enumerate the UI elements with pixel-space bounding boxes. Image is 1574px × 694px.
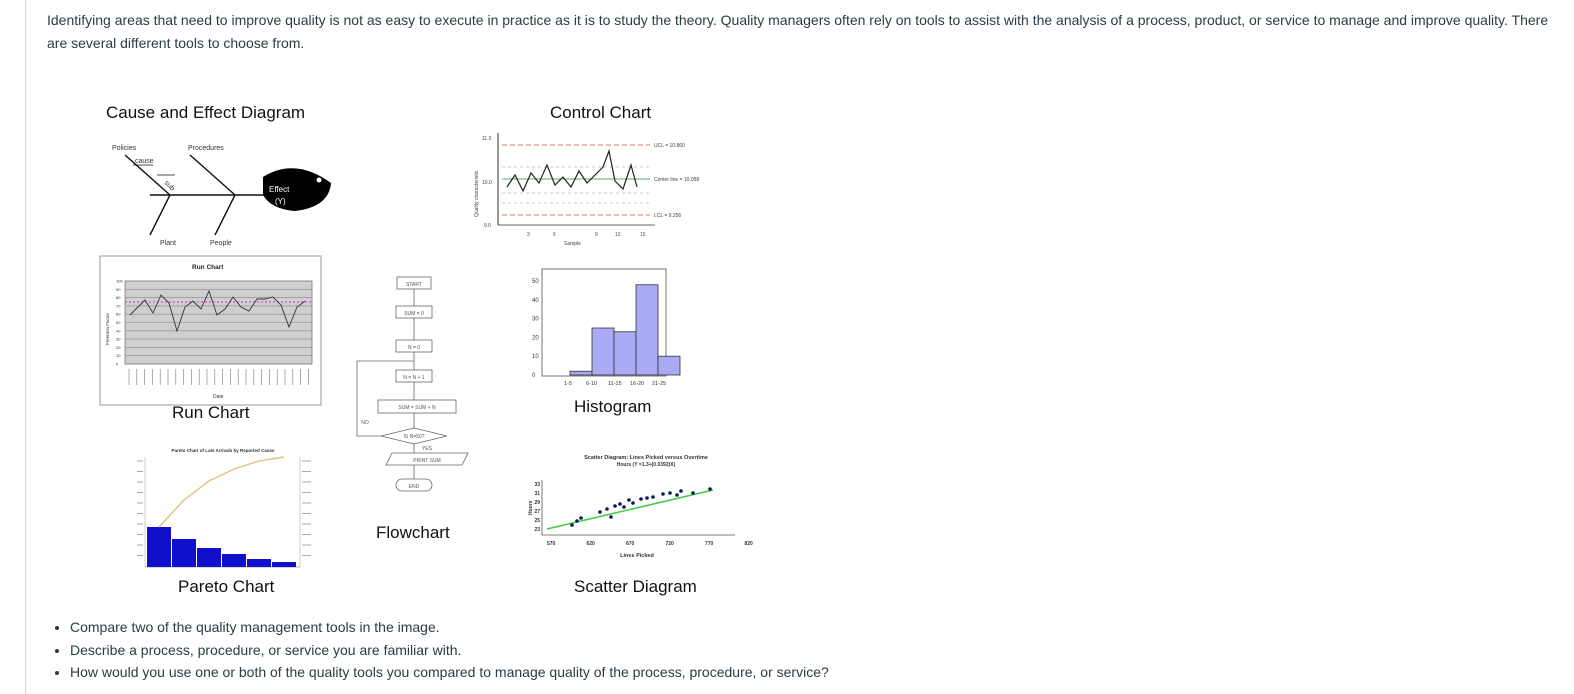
run-ytick: 0	[116, 361, 119, 367]
scatter-xtick: 770	[705, 541, 714, 547]
control-ucl-label: UCL = 10.860	[654, 143, 685, 149]
control-ylabel: Quality characteristic	[474, 170, 480, 217]
scatter-ytick: 27	[534, 509, 540, 515]
scatter-ytick: 29	[534, 500, 540, 506]
run-ytick: 60	[116, 311, 121, 317]
scatter-xlabel: Lines Picked	[620, 553, 654, 559]
flow-yes: YES	[421, 446, 433, 452]
flow-no: NO	[361, 420, 369, 426]
histogram-ytick: 20	[532, 335, 539, 342]
control-ytick-9: 9.0	[484, 223, 491, 229]
control-xlabel: Sample	[564, 241, 581, 247]
scatter-xtick: 820	[744, 541, 753, 547]
flow-print: PRINT SUM	[413, 458, 441, 464]
histogram-ytick: 40	[532, 297, 539, 304]
fishbone-label-y: (Y)	[275, 197, 286, 206]
histogram-bar-16-20	[636, 285, 658, 375]
scatter-xtick: 620	[586, 541, 595, 547]
scatter-point	[691, 491, 695, 495]
fishbone-label-people: People	[210, 240, 232, 247]
run-ytick: 90	[116, 286, 121, 292]
histogram-bar-11-15	[614, 332, 636, 375]
histogram-title: Histogram	[574, 397, 652, 416]
scatter-point	[579, 516, 583, 520]
scatter-point	[622, 505, 626, 509]
scatter-xtick: 720	[665, 541, 674, 547]
fishbone-label-effect: Effect	[269, 185, 290, 194]
scatter-chart	[528, 455, 753, 559]
control-ytick-11: 11.0	[482, 136, 492, 142]
control-xtick-3: 3	[527, 232, 530, 238]
question-item-3: • How would you use one or both of the quality tools you compared to manage quality of the process, procedure, or service?	[70, 661, 829, 684]
run-ytick: 100	[116, 278, 123, 284]
histogram-bar-1-5	[570, 371, 592, 375]
histogram-xtick: 6-10	[586, 381, 598, 387]
run-chart-title: Run Chart	[172, 403, 250, 422]
histogram-xtick: 21-25	[652, 381, 667, 387]
flow-end: END	[408, 484, 420, 490]
flow-start: START	[406, 282, 422, 288]
run-ytick: 70	[116, 303, 121, 309]
scatter-point	[613, 504, 617, 508]
scatter-point	[570, 523, 574, 527]
control-ytick-10: 10.0	[482, 180, 492, 186]
flowchart-title: Flowchart	[376, 523, 450, 542]
question-item-1: • Compare two of the quality management tools in the image.	[70, 616, 829, 639]
histogram-ytick: 0	[532, 373, 536, 379]
question-list	[47, 616, 829, 684]
scatter-point	[598, 510, 602, 514]
scatter-point	[661, 492, 665, 496]
pareto-chart-title: Pareto Chart	[178, 577, 275, 596]
control-xtick-12: 12	[615, 232, 621, 238]
scatter-ytick: 25	[534, 518, 540, 524]
scatter-point	[679, 489, 683, 493]
fishbone-label-sub: sub	[162, 179, 176, 193]
histogram-xtick: 1-5	[564, 381, 572, 387]
histogram-chart	[532, 269, 680, 387]
fishbone-label-plant: Plant	[160, 240, 176, 247]
scatter-ytick: 31	[534, 491, 540, 497]
scatter-point	[708, 487, 712, 491]
pareto-inner-title: Pareto Chart of Late Arrivals by Reported Cause	[171, 448, 275, 453]
scatter-point	[609, 515, 613, 519]
scatter-ylabel: Hours	[528, 500, 534, 515]
histogram-ytick: 50	[532, 279, 539, 285]
fishbone-label-policies: Policies	[112, 145, 137, 152]
run-chart	[100, 256, 321, 405]
scatter-ytick: 33	[534, 482, 540, 488]
pareto-chart	[137, 448, 311, 567]
run-ytick: 30	[116, 336, 121, 342]
control-xtick-6: 6	[553, 232, 556, 238]
run-ytick: 20	[116, 344, 121, 350]
flow-sum0: SUM = 0	[404, 311, 424, 317]
histogram-xtick: 11-15	[608, 381, 622, 387]
fishbone-label-procedures: Procedures	[188, 145, 224, 152]
scatter-point	[627, 498, 631, 502]
histogram-ytick: 10	[532, 354, 539, 361]
run-ytick: 10	[116, 353, 121, 359]
scatter-point	[618, 502, 622, 506]
scatter-subtitle: Hours (Y =1.3+(0.0392)X)	[616, 462, 676, 468]
scatter-diagram-title: Scatter Diagram	[574, 577, 697, 596]
fishbone-label-cause: cause	[135, 158, 154, 165]
cause-effect-title: Cause and Effect Diagram	[106, 103, 306, 122]
run-inner-title: Run Chart	[192, 264, 224, 271]
histogram-bar-6-10	[592, 328, 614, 375]
run-ytick: 40	[116, 328, 121, 334]
scatter-point	[605, 507, 609, 511]
flow-decision: IS N=50?	[403, 434, 425, 440]
left-border	[25, 0, 26, 694]
histogram-ytick: 30	[532, 316, 539, 323]
scatter-point	[651, 495, 655, 499]
run-xlabel: Date	[213, 394, 224, 400]
quality-tools-figure	[95, 95, 775, 605]
control-chart-title: Control Chart	[550, 103, 652, 122]
histogram-xtick: 16-20	[630, 381, 645, 387]
run-ytick: 80	[116, 295, 121, 301]
run-ylabel: Freemon Factor	[105, 312, 110, 345]
scatter-point	[575, 519, 579, 523]
scatter-xtick: 570	[547, 541, 556, 547]
scatter-point	[645, 496, 649, 500]
scatter-inner-title: Scatter Diagram: Lines Picked versus Overtime	[584, 455, 708, 461]
scatter-point	[675, 493, 679, 497]
control-xtick-9: 9	[595, 232, 598, 238]
control-xtick-15: 15	[640, 232, 646, 238]
scatter-ytick: 23	[534, 527, 540, 533]
flow-n-inc: N = N + 1	[403, 375, 425, 381]
flow-sum-add: SUM = SUM + N	[398, 405, 436, 411]
scatter-point	[631, 501, 635, 505]
histogram-bar-21-25	[658, 356, 680, 375]
scatter-point	[668, 491, 672, 495]
scatter-xtick: 670	[626, 541, 635, 547]
question-item-2: • Describe a process, procedure, or service you are familiar with.	[70, 639, 829, 662]
run-ytick: 50	[116, 320, 121, 325]
control-chart	[474, 133, 699, 247]
control-center-label: Center line = 10.058	[654, 177, 700, 183]
flow-n0: N = 0	[407, 345, 421, 351]
control-lcl-label: LCL = 9.256	[654, 213, 682, 219]
intro-paragraph: Identifying areas that need to improve quality is not as easy to execute in practice as it is to study the theory. Quality managers often rely on tools to assist with the analysis of a process, product, or service to manage and improve quality. There are several different tools to choose from.	[47, 12, 1549, 51]
scatter-point	[639, 497, 643, 501]
